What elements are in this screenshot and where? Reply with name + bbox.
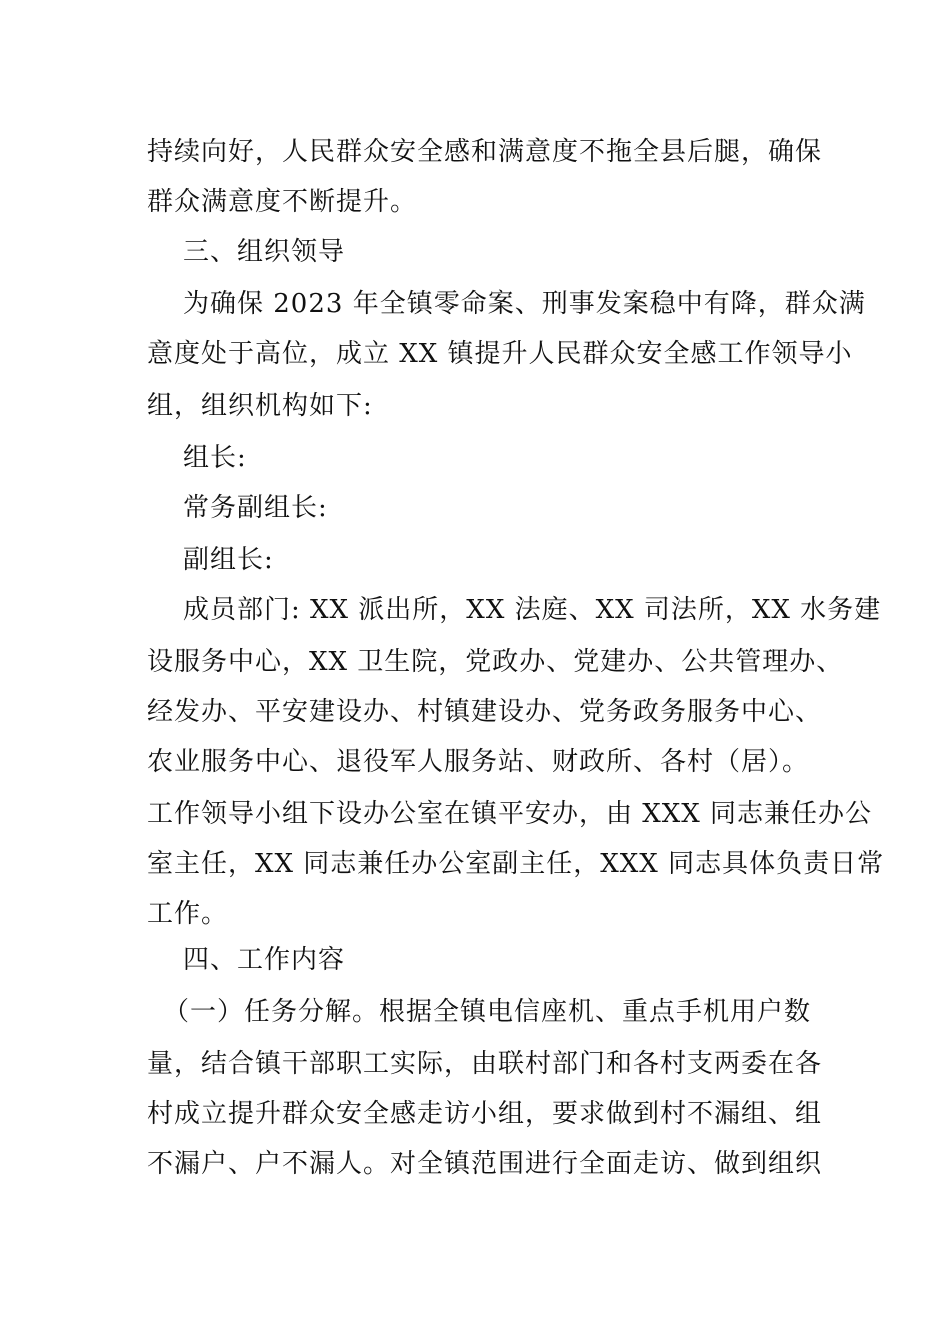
text-line: 群众满意度不断提升。: [147, 187, 418, 217]
text-line: 工作领导小组下设办公室在镇平安办，由 XXX 同志兼任办公: [147, 799, 873, 829]
text-line: 农业服务中心、退役军人服务站、财政所、各村（居）。: [147, 747, 810, 777]
text-line: 为确保 2023 年全镇零命案、刑事发案稳中有降，群众满: [183, 289, 866, 319]
text-line: 组，组织机构如下:: [147, 391, 373, 421]
text-line: 意度处于高位，成立 XX 镇提升人民群众安全感工作领导小: [147, 339, 853, 369]
text-line: 经发办、平安建设办、村镇建设办、党务政务服务中心、: [147, 697, 823, 727]
text-line: 副组长:: [183, 545, 274, 575]
section-heading: 四、工作内容: [183, 945, 346, 975]
text-line: 工作。: [147, 899, 229, 929]
text-line: 量，结合镇干部职工实际，由联村部门和各村支两委在各: [147, 1049, 823, 1079]
text-line: 持续向好，人民群众安全感和满意度不拖全县后腿，确保: [147, 137, 823, 167]
text-line: 室主任，XX 同志兼任办公室副主任，XXX 同志具体负责日常: [147, 849, 885, 879]
text-line: 不漏户、户不漏人。对全镇范围进行全面走访、做到组织: [147, 1149, 823, 1179]
text-line: 设服务中心，XX 卫生院，党政办、党建办、公共管理办、: [147, 647, 844, 677]
text-line: （一）任务分解。根据全镇电信座机、重点手机用户数: [163, 997, 812, 1027]
text-line: 成员部门: XX 派出所，XX 法庭、XX 司法所，XX 水务建: [183, 595, 882, 625]
text-line: 常务副组长:: [183, 493, 328, 523]
text-line: 村成立提升群众安全感走访小组，要求做到村不漏组、组: [147, 1099, 823, 1129]
section-heading: 三、组织领导: [183, 237, 346, 267]
text-line: 组长:: [183, 443, 247, 473]
